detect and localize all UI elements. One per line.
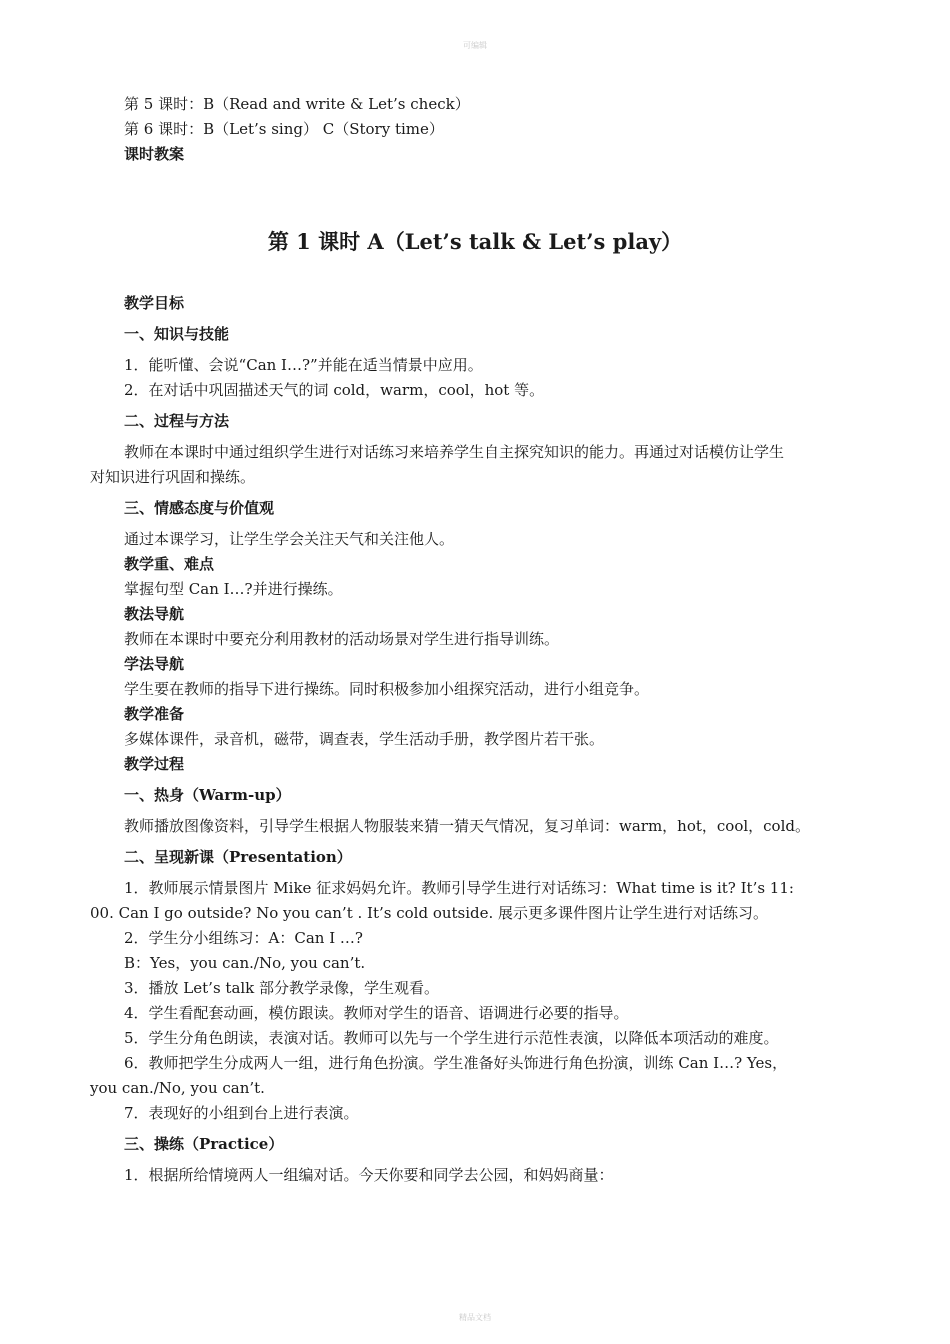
process-heading: 二、过程与方法 xyxy=(124,412,230,430)
knowledge-item-1: 1．能听懂、会说“Can I…?”并能在适当情景中应用。 xyxy=(124,356,483,374)
presentation-line: 00. Can I go outside? No you can’t . It’s cold outside. 展示更多课件图片让学生进行对话练习。 xyxy=(90,904,769,922)
knowledge-item-2: 2．在对话中巩固描述天气的词 cold，warm，cool，hot 等。 xyxy=(124,381,545,399)
presentation-line: you can./No, you can’t. xyxy=(90,1079,265,1097)
teaching-method-heading: 教法导航 xyxy=(124,605,185,623)
schedule-line-6: 第 6 课时：B（Let’s sing） C（Story time） xyxy=(124,120,444,138)
presentation-line: 2．学生分小组练习：A：Can I …? xyxy=(124,929,363,947)
preparation-heading: 教学准备 xyxy=(124,705,185,723)
warmup-text: 教师播放图像资料，引导学生根据人物服装来猜一猜天气情况，复习单词：warm，hot，cool，cold。 xyxy=(124,817,810,835)
process-text-line-2: 对知识进行巩固和操练。 xyxy=(90,468,256,486)
presentation-line: B：Yes，you can./No, you can’t. xyxy=(124,954,366,972)
procedure-heading: 教学过程 xyxy=(124,755,185,773)
presentation-line: 3．播放 Let’s talk 部分教学录像，学生观看。 xyxy=(124,979,440,997)
attitude-text: 通过本课学习，让学生学会关注天气和关注他人。 xyxy=(124,530,455,548)
key-points-heading: 教学重、难点 xyxy=(124,555,215,573)
practice-heading: 三、操练（Practice） xyxy=(124,1135,284,1153)
process-text-line-1: 教师在本课时中通过组织学生进行对话练习来培养学生自主探究知识的能力。再通过对话模仿让学生 xyxy=(124,443,785,461)
preparation-text: 多媒体课件，录音机，磁带，调查表，学生活动手册，教学图片若干张。 xyxy=(124,730,605,748)
teaching-method-text: 教师在本课时中要充分利用教材的活动场景对学生进行指导训练。 xyxy=(124,630,560,648)
learning-method-text: 学生要在教师的指导下进行操练。同时积极参加小组探究活动，进行小组竞争。 xyxy=(124,680,650,698)
lesson-plan-label: 课时教案 xyxy=(124,145,185,163)
practice-line-1: 1．根据所给情境两人一组编对话。今天你要和同学去公园，和妈妈商量： xyxy=(124,1166,614,1184)
goals-heading: 教学目标 xyxy=(124,294,185,312)
presentation-line: 4．学生看配套动画，模仿跟读。教师对学生的语音、语调进行必要的指导。 xyxy=(124,1004,629,1022)
attitude-heading: 三、情感态度与价值观 xyxy=(124,499,275,517)
knowledge-heading: 一、知识与技能 xyxy=(124,325,230,343)
learning-method-heading: 学法导航 xyxy=(124,655,185,673)
presentation-line: 1．教师展示情景图片 Mike 征求妈妈允许。教师引导学生进行对话练习：What time is it? It’s 11: xyxy=(124,879,794,897)
key-points-text: 掌握句型 Can I…?并进行操练。 xyxy=(124,580,343,598)
presentation-line: 7．表现好的小组到台上进行表演。 xyxy=(124,1104,359,1122)
header-watermark: 可编辑 xyxy=(463,41,487,50)
presentation-heading: 二、呈现新课（Presentation） xyxy=(124,848,352,866)
presentation-line: 6．教师把学生分成两人一组，进行角色扮演。学生准备好头饰进行角色扮演，训练 Can I…? Yes， xyxy=(124,1054,788,1072)
lesson-title: 第 1 课时 A（Let’s talk & Let’s play） xyxy=(267,229,683,254)
warmup-heading: 一、热身（Warm-up） xyxy=(124,786,291,804)
schedule-line-5: 第 5 课时：B（Read and write & Let’s check） xyxy=(124,95,470,113)
footer-watermark: 精品文档 xyxy=(459,1313,491,1322)
presentation-line: 5．学生分角色朗读，表演对话。教师可以先与一个学生进行示范性表演，以降低本项活动的难度。 xyxy=(124,1029,779,1047)
